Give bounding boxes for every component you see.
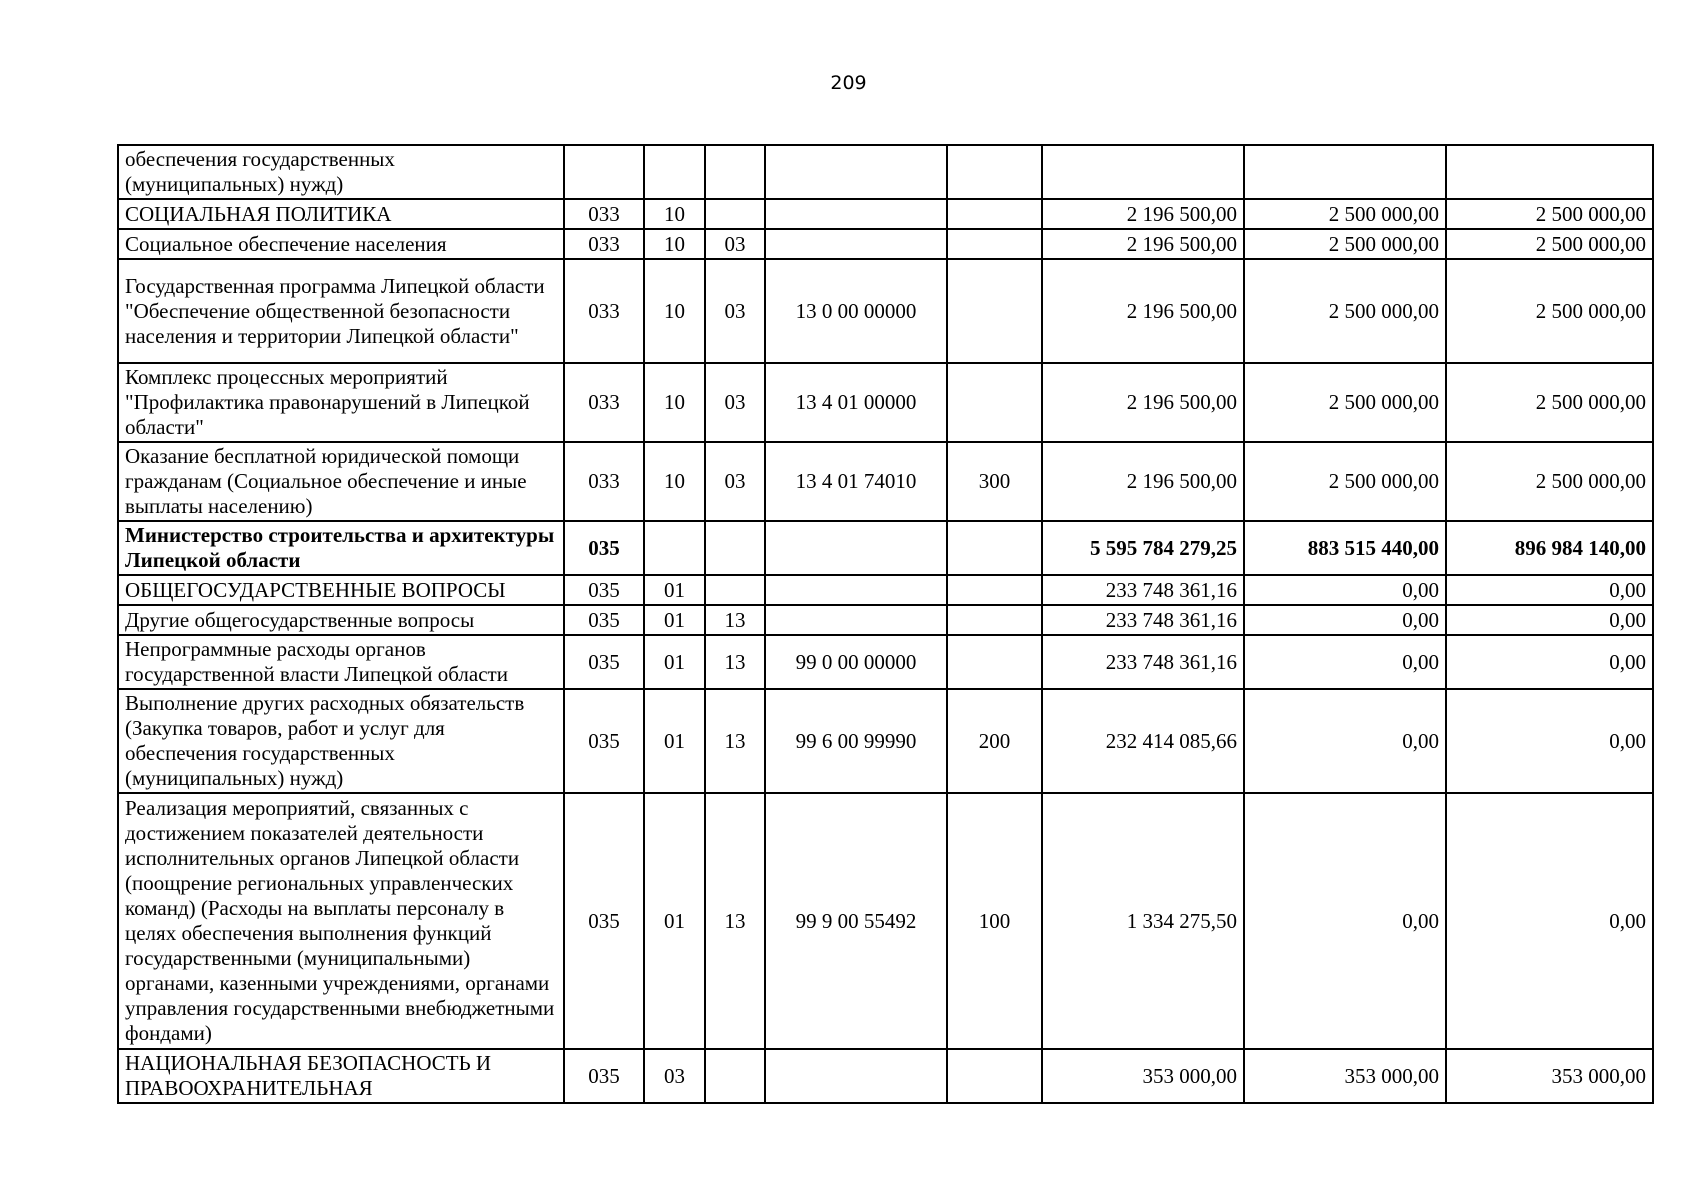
budget-table: [117, 144, 1654, 1104]
row-amount-3-cell: 0,00: [1446, 689, 1653, 793]
row-pr-code-cell: [705, 521, 765, 575]
row-pr-code-cell: 03: [705, 363, 765, 442]
row-csr-code-cell: [765, 605, 947, 635]
row-gr-code-cell: [564, 145, 644, 199]
row-amount-1-cell: 2 196 500,00: [1042, 199, 1244, 229]
row-vr-code-cell: 300: [947, 442, 1042, 521]
row-rz-code-cell: [644, 521, 705, 575]
row-gr-code-cell: 033: [564, 229, 644, 259]
row-rz-code-cell: 10: [644, 363, 705, 442]
row-amount-2-cell: [1244, 145, 1446, 199]
row-csr-code-cell: 13 4 01 00000: [765, 363, 947, 442]
row-amount-1-cell: 233 748 361,16: [1042, 605, 1244, 635]
row-pr-code-cell: [705, 145, 765, 199]
row-gr-code-cell: 035: [564, 521, 644, 575]
row-gr-code-cell: 033: [564, 259, 644, 363]
row-name-cell: СОЦИАЛЬНАЯ ПОЛИТИКА: [118, 199, 564, 229]
row-amount-2-cell: 353 000,00: [1244, 1049, 1446, 1103]
row-amount-1-cell: 353 000,00: [1042, 1049, 1244, 1103]
row-amount-3-cell: 0,00: [1446, 575, 1653, 605]
row-amount-3-cell: 2 500 000,00: [1446, 229, 1653, 259]
row-csr-code-cell: 13 0 00 00000: [765, 259, 947, 363]
row-vr-code-cell: 100: [947, 793, 1042, 1049]
row-name-cell: Реализация мероприятий, связанных с достижением показателей деятельности исполнительных органов Липецкой области (поощрение региональных управленческих команд) (Расходы на выплаты персоналу в целях обеспечения выполнения функций государственными (муниципальными) органами, казенными учреждениями, органами управления государственными внебюджетными фондами): [118, 793, 564, 1049]
row-vr-code-cell: [947, 259, 1042, 363]
row-name-cell: НАЦИОНАЛЬНАЯ БЕЗОПАСНОСТЬ И ПРАВООХРАНИТЕЛЬНАЯ: [118, 1049, 564, 1103]
row-amount-2-cell: 0,00: [1244, 793, 1446, 1049]
row-name-cell: Комплекс процессных мероприятий "Профилактика правонарушений в Липецкой области": [118, 363, 564, 442]
row-csr-code-cell: [765, 229, 947, 259]
row-amount-3-cell: 0,00: [1446, 793, 1653, 1049]
row-amount-2-cell: 2 500 000,00: [1244, 229, 1446, 259]
row-gr-code-cell: 033: [564, 442, 644, 521]
row-amount-1-cell: 233 748 361,16: [1042, 575, 1244, 605]
row-csr-code-cell: [765, 199, 947, 229]
row-amount-1-cell: 2 196 500,00: [1042, 442, 1244, 521]
row-rz-code-cell: 01: [644, 575, 705, 605]
row-name-cell: обеспечения государственных (муниципальных) нужд): [118, 145, 564, 199]
row-amount-2-cell: 2 500 000,00: [1244, 259, 1446, 363]
row-rz-code-cell: 10: [644, 259, 705, 363]
row-rz-code-cell: 01: [644, 605, 705, 635]
row-csr-code-cell: 13 4 01 74010: [765, 442, 947, 521]
table-row: [118, 259, 1653, 363]
page-number: 209: [830, 72, 867, 94]
row-csr-code-cell: [765, 1049, 947, 1103]
row-vr-code-cell: [947, 229, 1042, 259]
table-row: [118, 199, 1653, 229]
row-pr-code-cell: 13: [705, 635, 765, 689]
row-vr-code-cell: [947, 1049, 1042, 1103]
row-name-cell: Непрограммные расходы органов государственной власти Липецкой области: [118, 635, 564, 689]
row-name-cell: Государственная программа Липецкой области "Обеспечение общественной безопасности населения и территории Липецкой области": [118, 259, 564, 363]
row-pr-code-cell: 03: [705, 229, 765, 259]
row-vr-code-cell: 200: [947, 689, 1042, 793]
row-rz-code-cell: 01: [644, 689, 705, 793]
row-vr-code-cell: [947, 363, 1042, 442]
row-rz-code-cell: 01: [644, 635, 705, 689]
row-name-cell: Другие общегосударственные вопросы: [118, 605, 564, 635]
row-amount-3-cell: [1446, 145, 1653, 199]
row-name-cell: Оказание бесплатной юридической помощи гражданам (Социальное обеспечение и иные выплаты населению): [118, 442, 564, 521]
row-pr-code-cell: 03: [705, 259, 765, 363]
row-amount-3-cell: 2 500 000,00: [1446, 363, 1653, 442]
row-amount-2-cell: 883 515 440,00: [1244, 521, 1446, 575]
row-amount-3-cell: 2 500 000,00: [1446, 199, 1653, 229]
row-amount-3-cell: 353 000,00: [1446, 1049, 1653, 1103]
row-amount-1-cell: 232 414 085,66: [1042, 689, 1244, 793]
row-gr-code-cell: 035: [564, 605, 644, 635]
row-amount-2-cell: 2 500 000,00: [1244, 199, 1446, 229]
row-gr-code-cell: 035: [564, 575, 644, 605]
row-amount-3-cell: 2 500 000,00: [1446, 259, 1653, 363]
row-amount-1-cell: 2 196 500,00: [1042, 229, 1244, 259]
row-csr-code-cell: [765, 575, 947, 605]
row-rz-code-cell: 10: [644, 442, 705, 521]
row-name-cell: Социальное обеспечение населения: [118, 229, 564, 259]
table-row: [118, 793, 1653, 1049]
row-amount-2-cell: 0,00: [1244, 689, 1446, 793]
row-gr-code-cell: 035: [564, 689, 644, 793]
row-vr-code-cell: [947, 145, 1042, 199]
row-name-cell: ОБЩЕГОСУДАРСТВЕННЫЕ ВОПРОСЫ: [118, 575, 564, 605]
row-gr-code-cell: 035: [564, 635, 644, 689]
row-amount-2-cell: 0,00: [1244, 635, 1446, 689]
row-csr-code-cell: 99 6 00 99990: [765, 689, 947, 793]
table-row: [118, 689, 1653, 793]
row-pr-code-cell: 13: [705, 793, 765, 1049]
row-amount-2-cell: 2 500 000,00: [1244, 442, 1446, 521]
row-csr-code-cell: [765, 145, 947, 199]
row-amount-2-cell: 2 500 000,00: [1244, 363, 1446, 442]
row-amount-1-cell: 2 196 500,00: [1042, 259, 1244, 363]
row-gr-code-cell: 033: [564, 199, 644, 229]
row-name-cell: Министерство строительства и архитектуры Липецкой области: [118, 521, 564, 575]
row-pr-code-cell: 13: [705, 689, 765, 793]
row-gr-code-cell: 035: [564, 793, 644, 1049]
row-amount-1-cell: 5 595 784 279,25: [1042, 521, 1244, 575]
row-pr-code-cell: [705, 1049, 765, 1103]
row-rz-code-cell: 10: [644, 199, 705, 229]
table-row: [118, 229, 1653, 259]
row-vr-code-cell: [947, 199, 1042, 229]
table-row: [118, 575, 1653, 605]
row-amount-3-cell: 896 984 140,00: [1446, 521, 1653, 575]
row-pr-code-cell: 13: [705, 605, 765, 635]
row-amount-3-cell: 2 500 000,00: [1446, 442, 1653, 521]
row-pr-code-cell: [705, 199, 765, 229]
table-row: [118, 363, 1653, 442]
row-amount-1-cell: 233 748 361,16: [1042, 635, 1244, 689]
table-row: [118, 442, 1653, 521]
row-rz-code-cell: [644, 145, 705, 199]
table-row: [118, 635, 1653, 689]
row-name-cell: Выполнение других расходных обязательств (Закупка товаров, работ и услуг для обеспечения государственных (муниципальных) нужд): [118, 689, 564, 793]
row-rz-code-cell: 03: [644, 1049, 705, 1103]
row-rz-code-cell: 10: [644, 229, 705, 259]
table-row: [118, 605, 1653, 635]
table-row: [118, 1049, 1653, 1103]
row-csr-code-cell: 99 0 00 00000: [765, 635, 947, 689]
row-amount-2-cell: 0,00: [1244, 575, 1446, 605]
row-pr-code-cell: 03: [705, 442, 765, 521]
row-vr-code-cell: [947, 575, 1042, 605]
row-amount-3-cell: 0,00: [1446, 605, 1653, 635]
row-amount-1-cell: 2 196 500,00: [1042, 363, 1244, 442]
row-rz-code-cell: 01: [644, 793, 705, 1049]
row-vr-code-cell: [947, 521, 1042, 575]
table-row: [118, 145, 1653, 199]
row-gr-code-cell: 035: [564, 1049, 644, 1103]
row-amount-1-cell: [1042, 145, 1244, 199]
table-row: [118, 521, 1653, 575]
row-gr-code-cell: 033: [564, 363, 644, 442]
row-amount-3-cell: 0,00: [1446, 635, 1653, 689]
row-amount-1-cell: 1 334 275,50: [1042, 793, 1244, 1049]
row-vr-code-cell: [947, 605, 1042, 635]
row-pr-code-cell: [705, 575, 765, 605]
row-vr-code-cell: [947, 635, 1042, 689]
row-csr-code-cell: [765, 521, 947, 575]
row-amount-2-cell: 0,00: [1244, 605, 1446, 635]
row-csr-code-cell: 99 9 00 55492: [765, 793, 947, 1049]
